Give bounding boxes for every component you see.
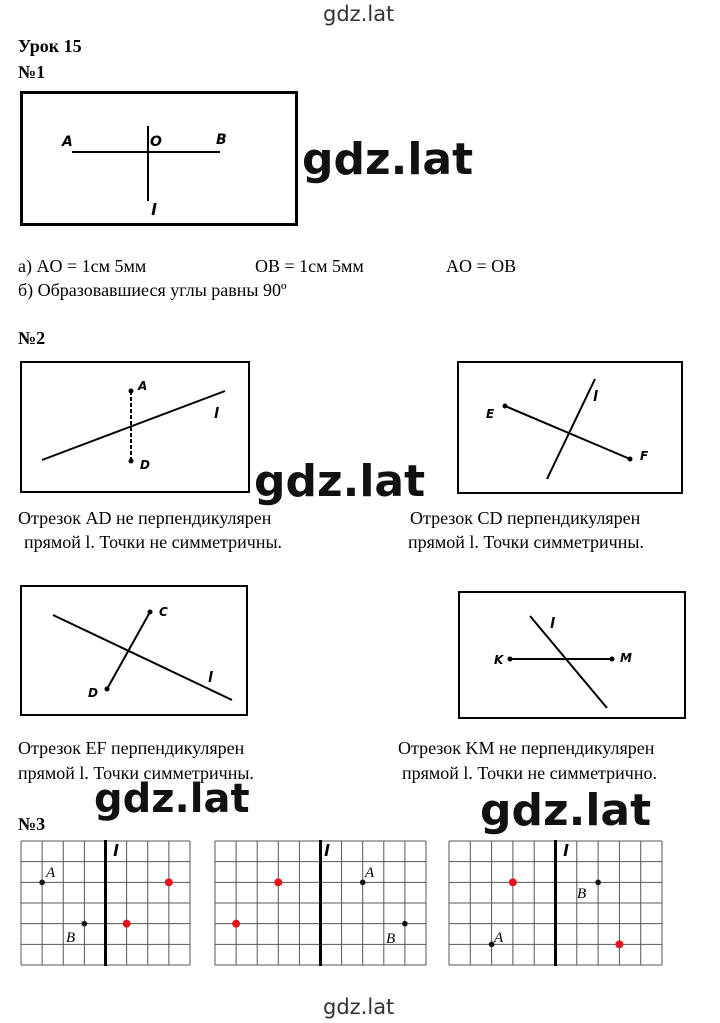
fig2-label-f: F [640,449,649,463]
fig4-caption-1: Отрезок KM не перпендикулярен [398,738,655,758]
label-b: B [216,132,227,148]
task2-fig2 [457,361,683,494]
label-o: O [150,134,162,150]
grid1-label-l: l [113,841,119,860]
grid2-label-b: B [386,931,396,947]
grid2-label-l: l [324,841,330,860]
task1-answer-b: б) Образовавшиеся углы равны 90º [18,280,287,300]
fig2-caption-1: Отрезок CD перпендикулярен [410,508,641,528]
answer-eq: AO = OB [446,256,517,276]
task1-figure [20,91,298,226]
fig2-label-e: E [486,407,495,421]
watermark-task2: gdz.lat [254,456,426,507]
answer-ao: AO = 1см 5мм [36,256,147,276]
fig4-frame [459,592,685,718]
task3-grid2 [214,840,427,966]
watermark-top: gdz.lat [323,2,395,26]
fig3-label-c: C [159,605,168,619]
point-a [39,880,45,886]
fig1-point-d [129,459,134,464]
grid1-label-a: A [46,865,56,881]
fig2-segment-ef [505,406,630,459]
point-a [489,942,495,948]
label-a: A [62,134,73,150]
task3-grid1 [20,840,191,966]
fig1-caption-2: прямой l. Точки не симметричны. [24,532,283,552]
fig4-label-k: K [494,653,504,667]
symmetric-point [123,920,131,928]
symmetric-point [274,878,282,886]
task3-number: №3 [18,814,46,834]
answer-ob: OB = 1см 5мм [255,256,364,276]
fig3-label-l: l [208,670,213,686]
fig2-point-f [628,457,633,462]
grid3-label-a: A [494,930,504,946]
fig4-label-l: l [550,616,555,632]
fig3-point-d [105,687,110,692]
fig3-line-l [53,615,232,700]
grid3-label-b: B [577,886,587,902]
fig2-frame [458,362,682,493]
watermark-right: gdz.lat [480,785,652,836]
point-b [595,880,601,886]
fig4-label-m: M [620,651,632,665]
watermark-task1: gdz.lat [302,134,474,185]
fig3-caption-2: прямой l. Точки симметричны. [18,763,254,783]
symmetric-point [165,878,173,886]
fig3-point-c [148,610,153,615]
grid-lines [21,840,190,966]
point-b [402,921,408,927]
grid3-label-l: l [563,841,569,860]
fig2-line-l [547,379,595,479]
grid-lines [215,840,426,966]
task2-fig1 [20,361,250,493]
label-l: l [151,200,157,219]
fig4-point-k [508,657,513,662]
fig1-frame [21,362,249,492]
fig2-label-l: l [593,389,598,405]
fig3-frame [21,586,247,715]
watermark-left: gdz.lat [94,776,250,822]
task2-fig3 [20,585,248,716]
task2-fig4 [458,591,686,719]
lesson-title: Урок 15 [18,36,82,56]
task1-frame [22,93,297,225]
watermark-bottom: gdz.lat [323,995,395,1019]
fig4-caption-2: прямой l. Точки не симметрично. [402,763,657,783]
fig3-label-d: D [88,686,98,700]
symmetric-point [509,878,517,886]
fig4-point-m [610,657,615,662]
fig1-point-a [129,389,134,394]
fig2-caption-2: прямой l. Точки симметричны. [408,532,644,552]
task1-answer-a [18,256,146,277]
grid-lines [449,840,662,966]
grid1-label-b: B [66,930,76,946]
grid2-label-a: A [365,865,375,881]
task1-number: №1 [18,62,46,82]
fig4-line-l [530,616,607,708]
fig1-line-l [42,391,225,460]
fig1-label-l: l [214,406,219,422]
task3-grid3 [448,840,663,966]
fig3-caption-1: Отрезок EF перпендикулярен [18,738,245,758]
fig1-caption-1: Отрезок AD не перпендикулярен [18,508,272,528]
symmetric-point [615,940,623,948]
point-a [360,880,366,886]
fig1-label-d: D [140,458,150,472]
task2-number: №2 [18,328,46,348]
fig1-label-a: A [138,379,148,393]
fig2-point-e [503,404,508,409]
symmetric-point [232,920,240,928]
answer-a-prefix: а) [18,256,32,276]
point-b [82,921,88,927]
fig3-segment-cd [107,612,150,689]
